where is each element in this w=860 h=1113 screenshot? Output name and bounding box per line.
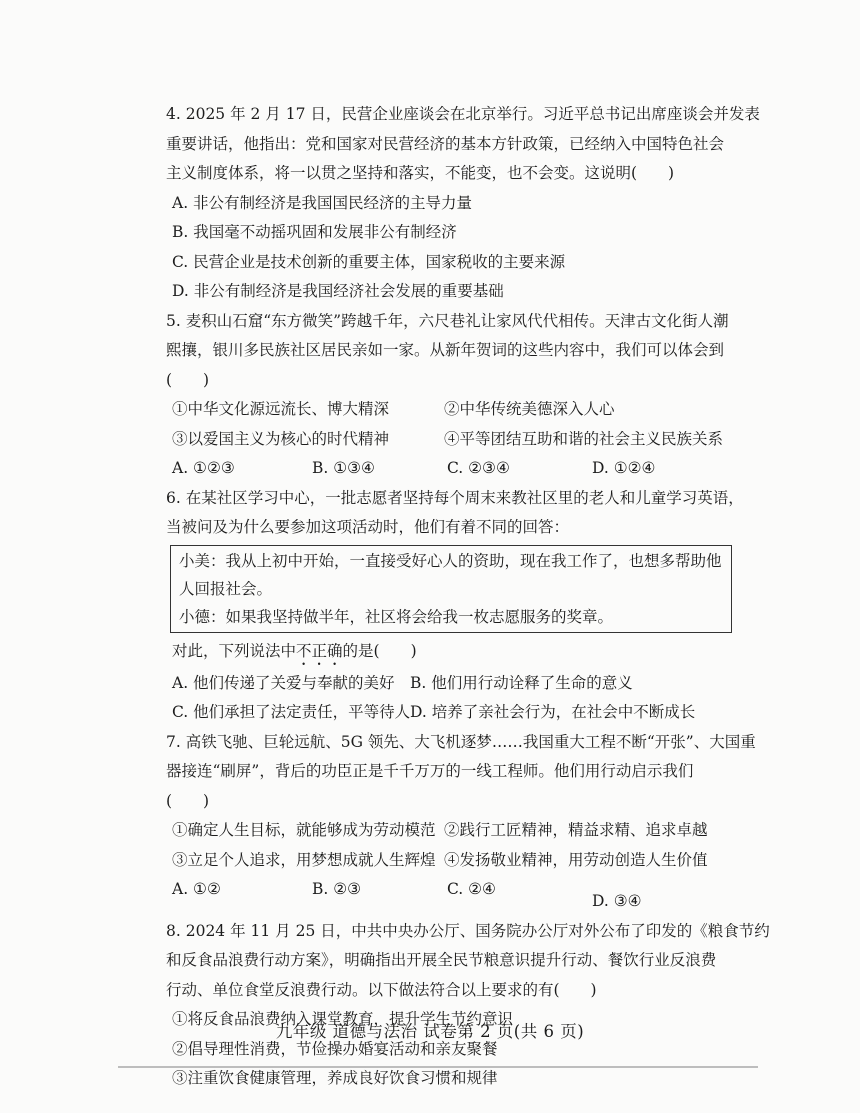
question-4-option-c: C. 民营企业是技术创新的重要主体，国家税收的主要来源 (172, 252, 566, 271)
question-6-options-row (166, 698, 736, 728)
question-6 (166, 484, 744, 728)
question-5-items-row (166, 395, 736, 425)
question-6-option-c: C. 他们承担了法定责任，平等待人 (172, 703, 411, 721)
question-7-choices (166, 875, 736, 917)
question-8-item-1: ①将反食品浪费纳入课堂教育，提升学生节约意识 (172, 1010, 514, 1028)
question-5-line: ( ) (166, 370, 210, 389)
question-4-line: 重要讲话，他指出：党和国家对民营经济的基本方针政策，已经纳入中国特色社会 (166, 134, 725, 153)
question-7-line: 器接连“刷屏”，背后的功臣正是千千万万的一线工程师。他们用行动启示我们 (166, 762, 694, 780)
question-6-stem-pre: 对此，下列说法中 (172, 641, 297, 660)
question-5 (166, 307, 736, 484)
question-7-choice-b: B. ②③ (312, 880, 362, 898)
question-4-option-a: A. 非公有制经济是我国国民经济的主导力量 (172, 193, 473, 212)
question-5-line: 5. 麦积山石窟“东方微笑”跨越千年，六尺巷礼让家风代代相传。天津古文化街人潮 (166, 311, 729, 330)
question-5-choice-d: D. ①②④ (592, 459, 656, 477)
question-4-line: 主义制度体系，将一以贯之坚持和落实，不能变，也不会变。这说明( ) (166, 164, 675, 182)
question-5-choice-a: A. ①②③ (172, 459, 235, 477)
question-8-item-3: ③注重饮食健康管理，养成良好饮食习惯和规律 (172, 1069, 498, 1087)
question-7-line: 7. 高铁飞驰、巨轮远航、5G 领先、大飞机逐梦……我国重大工程不断“开张”、大国重 (166, 732, 756, 751)
question-7-item-3: ③立足个人追求，用梦想成就人生辉煌 (172, 850, 436, 869)
question-6-option-b: B. 他们用行动诠释了生命的意义 (410, 673, 633, 692)
question-4-line: 4. 2025 年 2 月 17 日，民营企业座谈会在北京举行。习近平总书记出席座谈会并发表 (166, 105, 760, 123)
question-5-item-3: ③以爱国主义为核心的时代精神 (172, 429, 390, 448)
question-6-option-d: D. 培养了亲社会行为，在社会中不断成长 (410, 703, 696, 721)
question-8-line: 和反食品浪费行动方案》，明确指出开展全民节粮意识提升行动、餐饮行业反浪费 (166, 951, 717, 969)
question-7 (166, 728, 756, 917)
question-4 (166, 100, 760, 307)
question-4-option-b: B. 我国毫不动摇巩固和发展非公有制经济 (172, 223, 457, 241)
question-6-line: 当被问及为什么要参加这项活动时，他们有着不同的回答： (166, 518, 570, 536)
question-6-line: 6. 在某社区学习中心，一批志愿者坚持每个周末来教社区里的老人和儿童学习英语， (166, 488, 744, 507)
question-7-item-4: ④发扬敬业精神，用劳动创造人生价值 (444, 850, 708, 869)
question-5-choice-b: B. ①③④ (312, 459, 375, 477)
question-8-line: 行动、单位食堂反浪费行动。以下做法符合以上要求的有( ) (166, 980, 597, 999)
question-7-item-2: ②践行工匠精神，精益求精、追求卓越 (444, 821, 708, 839)
quote-line: 小德：如果我坚持做半年，社区将会给我一枚志愿服务的奖章。 (179, 607, 614, 626)
question-7-items-row (166, 846, 736, 876)
question-6-options-row (166, 669, 736, 699)
question-7-items-row (166, 816, 736, 846)
page-footer: 九年级 道德与法治 试卷第 2 页(共 6 页) (275, 1022, 585, 1041)
questions (166, 100, 770, 1094)
question-5-items-row (166, 425, 736, 455)
question-5-choice-c: C. ②③④ (447, 459, 510, 477)
question-5-choices (166, 454, 736, 484)
question-6-option-a: A. 他们传递了关爱与奉献的美好 (172, 673, 395, 692)
question-8-item-2: ②倡导理性消费，节俭操办婚宴活动和亲友聚餐 (172, 1039, 498, 1058)
quote-line: 小美：我从上初中开始，一直接受好心人的资助，现在我工作了，也想多帮助他 (179, 551, 722, 570)
question-7-item-1: ①确定人生目标，就能够成为劳动模范 (172, 821, 436, 839)
question-5-item-1: ①中华文化源远流长、博大精深 (172, 400, 390, 418)
question-8-line: 8. 2024 年 11 月 25 日，中共中央办公厅、国务院办公厅对外公布了印发的《粮食节约 (166, 921, 770, 940)
question-5-item-2: ②中华传统美德深入人心 (444, 400, 615, 418)
question-4-option-d: D. 非公有制经济是我国经济社会发展的重要基础 (172, 282, 504, 300)
scan-edge-line (118, 1066, 758, 1068)
question-5-item-4: ④平等团结互助和谐的社会主义民族关系 (444, 429, 724, 448)
question-5-line: 熙攘，银川多民族社区居民亲如一家。从新年贺词的这些内容中，我们可以体会到 (166, 341, 725, 359)
question-7-choice-c: C. ②④ (447, 880, 496, 898)
quote-line: 人回报社会。 (179, 579, 273, 598)
question-7-line: ( ) (166, 791, 210, 810)
question-6-stem-emphasis: 不正确 (296, 641, 343, 660)
question-7-choice-d: D. ③④ (592, 892, 642, 910)
question-6-stem-post: 的是( ) (342, 641, 417, 660)
question-6-stem (166, 637, 736, 669)
quote-box (170, 545, 732, 633)
question-7-choice-a: A. ①② (172, 880, 221, 898)
